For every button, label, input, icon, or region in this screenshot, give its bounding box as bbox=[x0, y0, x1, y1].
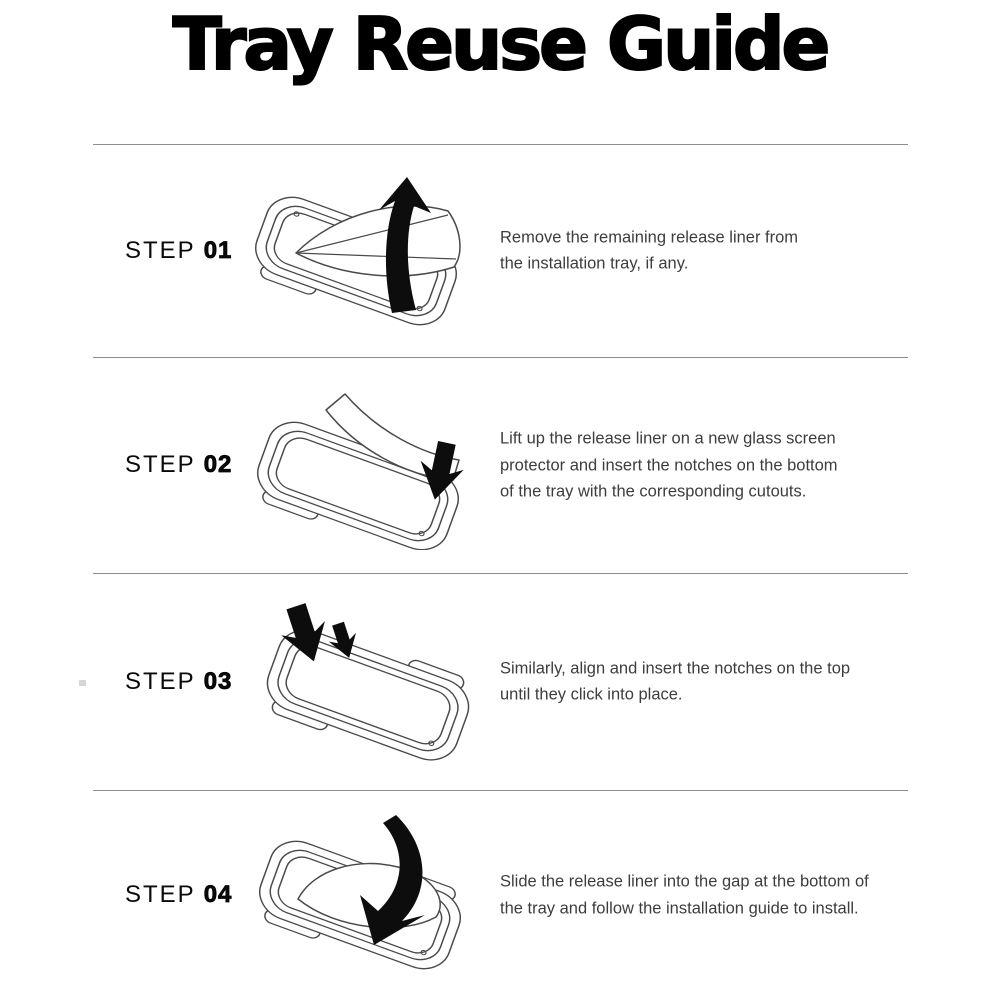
step-word: STEP bbox=[125, 451, 196, 478]
step-1-section bbox=[0, 144, 1000, 357]
step-word: STEP bbox=[125, 667, 196, 695]
step-word: STEP bbox=[125, 881, 196, 908]
step-2-label bbox=[125, 451, 232, 479]
tray-liner-peel-illustration bbox=[246, 173, 481, 329]
step-3-section bbox=[0, 573, 1000, 790]
step-1-label bbox=[125, 237, 232, 265]
page-title: Tray Reuse Guide bbox=[172, 2, 828, 86]
step-3-label bbox=[125, 668, 232, 696]
step-1-description: Remove the remaining release liner from the installation tray, if any. bbox=[500, 228, 799, 273]
tray-slide-liner-into-gap-illustration bbox=[246, 809, 481, 981]
tray-insert-bottom-notches-illustration bbox=[246, 380, 481, 550]
step-word: STEP bbox=[125, 236, 196, 264]
step-2-section bbox=[0, 357, 1000, 573]
step-3-description: Similarly, align and insert the notches on the top until they click into place. bbox=[500, 659, 851, 704]
step-number: 03 bbox=[203, 667, 233, 695]
step-number: 02 bbox=[203, 451, 233, 478]
step-2-description: Lift up the release liner on a new glass screen protector and insert the notches on the bottom of the tray with the corresponding cutouts. bbox=[500, 429, 838, 501]
tray-insert-top-notches-illustration bbox=[246, 597, 481, 767]
step-4-label bbox=[125, 881, 232, 909]
step-number: 04 bbox=[203, 881, 233, 908]
step-number: 01 bbox=[203, 236, 233, 264]
step-4-description: Slide the release liner into the gap at the bottom of the tray and follow the installation guide to install. bbox=[500, 872, 869, 917]
step-4-section bbox=[0, 790, 1000, 1000]
